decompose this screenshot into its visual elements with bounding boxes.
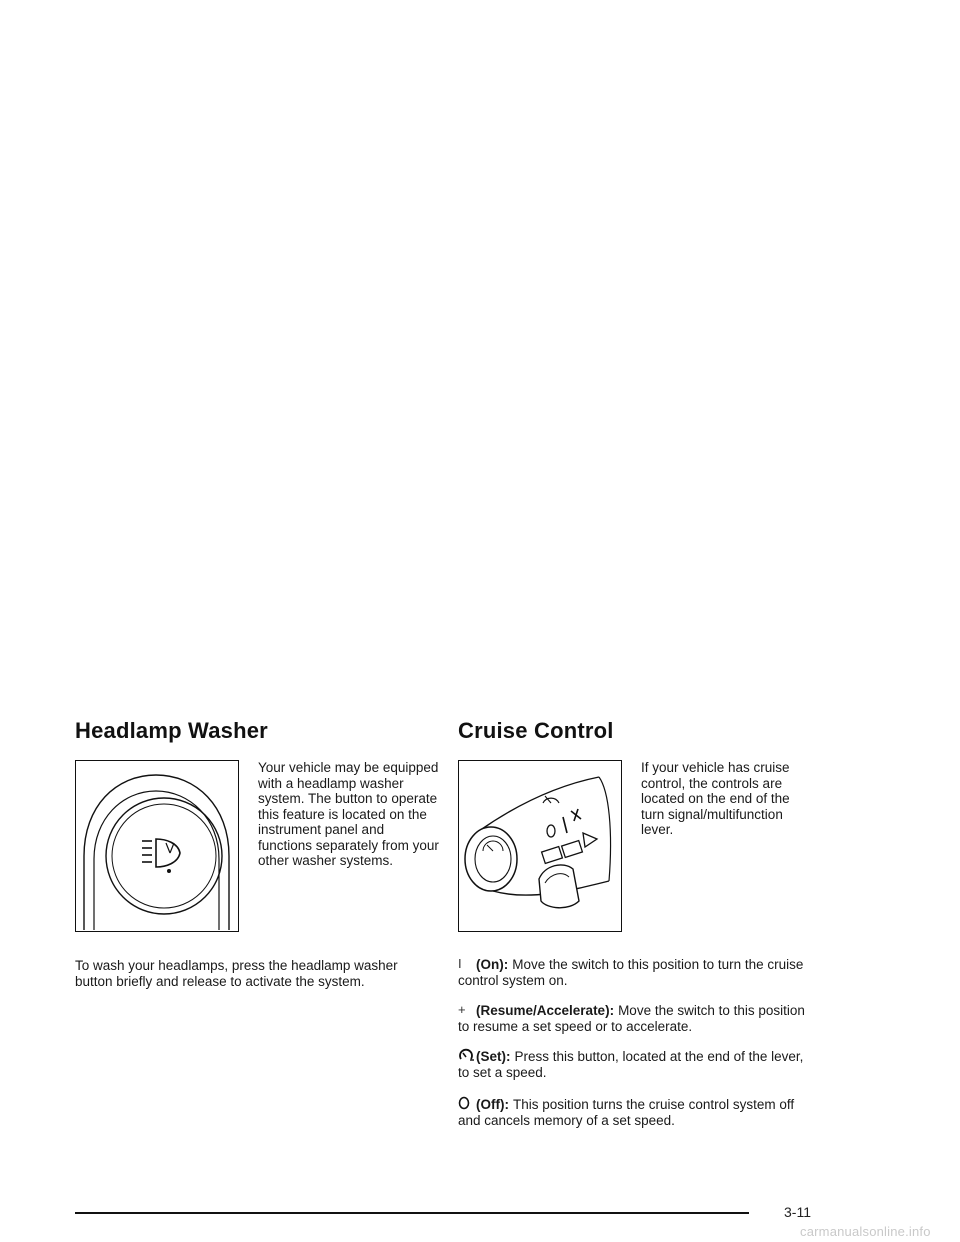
- headlamp-washer-button-illustration: [75, 760, 239, 932]
- cruise-item-set: [458, 1048, 810, 1081]
- cruise-control-lever-drawing: [459, 761, 620, 930]
- cruise-item-on-text: Move the switch to this position to turn the cruise control system on.: [458, 957, 804, 988]
- cruise-item-off: [458, 1096, 810, 1129]
- resume-accelerate-icon: +: [458, 1002, 466, 1017]
- footer-rule: [75, 1212, 749, 1214]
- cruise-control-heading: Cruise Control: [458, 718, 614, 743]
- headlamp-washer-heading: Headlamp Washer: [75, 718, 268, 743]
- cruise-item-resume-label: (Resume/Accelerate):: [476, 1003, 615, 1018]
- cruise-control-intro: If your vehicle has cruise control, the controls are located on the end of the turn signal/multifunction lever.: [641, 760, 790, 837]
- cruise-item-off-text: This position turns the cruise control system off and cancels memory of a set speed.: [458, 1097, 795, 1128]
- off-icon: [458, 1096, 476, 1112]
- on-icon: I: [458, 956, 462, 971]
- headlamp-washer-button-drawing: [76, 761, 237, 930]
- headlamp-washer-icon: [142, 839, 180, 873]
- cruise-item-resume: [458, 1002, 810, 1035]
- cruise-item-resume-text: Move the switch to this position to resume a set speed or to accelerate.: [458, 1003, 805, 1034]
- cruise-item-on: [458, 956, 810, 989]
- cruise-item-on-label: (On):: [476, 957, 509, 972]
- page-number: 3-11: [784, 1204, 811, 1220]
- cruise-item-set-label: (Set):: [476, 1049, 511, 1064]
- cruise-control-lever-illustration: [458, 760, 622, 932]
- cruise-item-set-text: Press this button, located at the end of the lever, to set a speed.: [458, 1049, 804, 1080]
- cruise-item-off-label: (Off):: [476, 1097, 509, 1112]
- headlamp-washer-instructions: To wash your headlamps, press the headlamp washer button briefly and release to activate the system.: [75, 958, 398, 989]
- watermark: carmanualsonline.info: [800, 1224, 931, 1239]
- headlamp-washer-intro: Your vehicle may be equipped with a headlamp washer system. The button to operate this feature is located on the instrument panel and functions separately from your other washer systems.: [258, 760, 439, 868]
- set-icon: [458, 1048, 476, 1064]
